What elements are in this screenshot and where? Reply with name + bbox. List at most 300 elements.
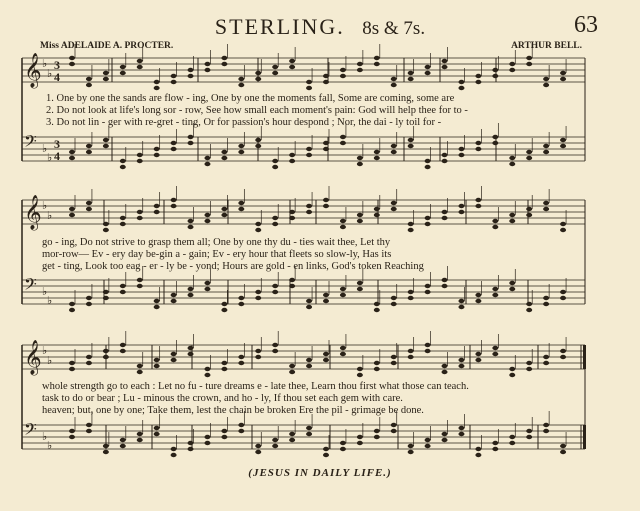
time-sig-lower: 4 <box>54 70 60 84</box>
note-head <box>154 204 160 208</box>
note-head <box>458 204 464 208</box>
note-head <box>526 361 532 365</box>
bass-clef: 𝄢 <box>24 419 37 443</box>
note-head <box>374 56 380 60</box>
note-head <box>492 346 498 350</box>
note-head <box>171 141 177 145</box>
note-head <box>69 62 75 66</box>
note-head <box>408 349 414 353</box>
note-head <box>323 198 329 202</box>
note-head <box>255 138 261 142</box>
note-head <box>69 302 75 306</box>
note-head <box>408 144 414 148</box>
note-head <box>255 349 261 353</box>
note-head <box>458 153 464 157</box>
note-head <box>323 453 329 457</box>
note-head <box>204 162 210 166</box>
note-head <box>221 435 227 439</box>
note-head <box>526 62 532 66</box>
note-head <box>526 207 532 211</box>
note-head <box>340 68 346 72</box>
note-head <box>425 284 431 288</box>
note-head <box>425 65 431 69</box>
note-head <box>255 296 261 300</box>
note-head <box>221 367 227 371</box>
note-head <box>408 355 414 359</box>
note-head <box>425 438 431 442</box>
note-head <box>221 56 227 60</box>
note-head <box>137 153 143 157</box>
note-head <box>323 141 329 145</box>
note-head <box>171 299 177 303</box>
note-head <box>323 80 329 84</box>
note-head <box>154 210 160 214</box>
note-head <box>543 302 549 306</box>
note-head <box>204 373 210 377</box>
note-head <box>492 135 498 139</box>
flat-sign: ♭ <box>47 210 53 222</box>
lyric-s3-v2: task to do or bear ; Lu - minous the crown, and ho - ly, If thou set each gem with care. <box>42 393 403 404</box>
note-head <box>509 213 515 217</box>
note-head <box>560 444 566 448</box>
note-head <box>492 141 498 145</box>
note-head <box>442 364 448 368</box>
note-head <box>526 302 532 306</box>
note-head <box>289 159 295 163</box>
note-head <box>391 144 397 148</box>
note-head <box>526 367 532 371</box>
note-head <box>526 308 532 312</box>
note-head <box>408 444 414 448</box>
note-head <box>120 71 126 75</box>
note-head <box>374 435 380 439</box>
note-head <box>509 281 515 285</box>
note-head <box>526 435 532 439</box>
note-head <box>340 447 346 451</box>
note-head <box>425 71 431 75</box>
note-head <box>238 302 244 306</box>
note-head <box>323 204 329 208</box>
note-head <box>458 364 464 368</box>
note-head <box>171 352 177 356</box>
note-head <box>86 207 92 211</box>
note-head <box>408 290 414 294</box>
note-head <box>425 444 431 448</box>
lyric-s1-v2: 2. Do not look at life's long sor - row, See how small each moment's pain: God will help thee for to - <box>46 105 468 116</box>
note-head <box>289 284 295 288</box>
note-head <box>475 447 481 451</box>
note-head <box>323 358 329 362</box>
note-head <box>204 435 210 439</box>
note-head <box>255 71 261 75</box>
note-head <box>272 438 278 442</box>
note-head <box>272 343 278 347</box>
note-head <box>408 71 414 75</box>
note-head <box>442 216 448 220</box>
note-head <box>543 150 549 154</box>
note-head <box>188 219 194 223</box>
note-head <box>221 213 227 217</box>
note-head <box>543 361 549 365</box>
note-head <box>492 293 498 297</box>
note-head <box>171 293 177 297</box>
note-head <box>560 296 566 300</box>
note-head <box>408 296 414 300</box>
note-head <box>171 453 177 457</box>
note-head <box>442 65 448 69</box>
note-head <box>509 367 515 371</box>
note-head <box>323 447 329 451</box>
time-sig-lower: 4 <box>54 149 60 163</box>
flat-sign: ♭ <box>47 355 53 367</box>
note-head <box>475 141 481 145</box>
note-head <box>120 438 126 442</box>
note-head <box>238 83 244 87</box>
note-head <box>458 305 464 309</box>
note-head <box>391 150 397 154</box>
note-head <box>509 62 515 66</box>
note-head <box>408 450 414 454</box>
note-head <box>391 429 397 433</box>
note-head <box>289 210 295 214</box>
note-head <box>86 83 92 87</box>
note-head <box>340 141 346 145</box>
note-head <box>69 207 75 211</box>
note-head <box>374 367 380 371</box>
note-head <box>357 435 363 439</box>
note-head <box>272 71 278 75</box>
note-head <box>69 213 75 217</box>
note-head <box>340 74 346 78</box>
note-head <box>103 450 109 454</box>
note-head <box>306 364 312 368</box>
note-head <box>509 162 515 166</box>
note-head <box>425 222 431 226</box>
note-head <box>560 349 566 353</box>
note-head <box>289 153 295 157</box>
note-head <box>475 358 481 362</box>
note-head <box>408 222 414 226</box>
note-head <box>391 207 397 211</box>
note-head <box>120 165 126 169</box>
note-head <box>154 305 160 309</box>
note-head <box>357 441 363 445</box>
note-head <box>103 228 109 232</box>
note-head <box>188 225 194 229</box>
note-head <box>221 361 227 365</box>
note-head <box>543 423 549 427</box>
note-head <box>391 423 397 427</box>
note-head <box>374 156 380 160</box>
note-head <box>374 213 380 217</box>
note-head <box>475 299 481 303</box>
note-head <box>323 293 329 297</box>
note-head <box>238 150 244 154</box>
note-head <box>475 198 481 202</box>
lyric-s2-v2: mor-row— Ev - ery day be-gin a - gain; Ev - ery hour that fleets so slow-ly, Has its <box>42 249 392 260</box>
note-head <box>69 361 75 365</box>
flat-sign: ♭ <box>47 152 53 164</box>
note-head <box>69 308 75 312</box>
note-head <box>69 56 75 60</box>
note-head <box>323 299 329 303</box>
note-head <box>442 370 448 374</box>
note-head <box>306 204 312 208</box>
note-head <box>543 296 549 300</box>
lyric-s1-v3: 3. Do not lin - ger with re-gret - ting, Or for passion's hour despond ; Nor, the dai - ly toil for - <box>46 117 442 128</box>
lyric-s3-v1: whole strength go to each : Let no fu - ture dreams e - late thee, Learn thou first what those can teach. <box>42 381 469 392</box>
note-head <box>204 441 210 445</box>
note-head <box>188 141 194 145</box>
note-head <box>86 423 92 427</box>
final-barline-thick <box>583 425 586 449</box>
note-head <box>543 77 549 81</box>
note-head <box>86 302 92 306</box>
note-head <box>442 59 448 63</box>
note-head <box>306 299 312 303</box>
note-head <box>340 346 346 350</box>
note-head <box>458 86 464 90</box>
note-head <box>560 450 566 454</box>
note-head <box>458 147 464 151</box>
note-head <box>425 349 431 353</box>
note-head <box>323 352 329 356</box>
lyric-s2-v3: get - ting, Look too eag - er - ly be - yond; Hours are gold - en links, God's token Reaching <box>42 261 424 272</box>
note-head <box>340 135 346 139</box>
note-head <box>171 204 177 208</box>
note-head <box>374 429 380 433</box>
note-head <box>442 210 448 214</box>
note-head <box>442 159 448 163</box>
treble-clef: 𝄞 <box>24 340 42 375</box>
note-head <box>238 296 244 300</box>
note-head <box>204 281 210 285</box>
note-head <box>357 367 363 371</box>
note-head <box>120 65 126 69</box>
note-head <box>442 153 448 157</box>
note-head <box>171 74 177 78</box>
note-head <box>238 355 244 359</box>
flat-sign: ♭ <box>47 295 53 307</box>
note-head <box>509 68 515 72</box>
note-head <box>103 444 109 448</box>
note-head <box>86 429 92 433</box>
note-head <box>272 65 278 69</box>
note-head <box>103 296 109 300</box>
note-head <box>458 358 464 362</box>
note-head <box>154 299 160 303</box>
note-head <box>137 278 143 282</box>
lyric-s1-v1: 1. One by one the sands are flow - ing, One by one the moments fall, Some are coming, some are <box>46 93 455 104</box>
lyric-s2-v1: go - ing, Do not strive to grasp them all; One by one thy du - ties wait thee, Let thy <box>42 237 391 248</box>
note-head <box>86 296 92 300</box>
note-head <box>475 204 481 208</box>
note-head <box>543 144 549 148</box>
note-head <box>86 77 92 81</box>
note-head <box>357 156 363 160</box>
note-head <box>374 150 380 154</box>
note-head <box>425 216 431 220</box>
note-head <box>103 290 109 294</box>
note-head <box>69 367 75 371</box>
note-head <box>340 352 346 356</box>
note-head <box>69 435 75 439</box>
note-head <box>357 219 363 223</box>
note-head <box>204 219 210 223</box>
note-head <box>492 74 498 78</box>
note-head <box>560 138 566 142</box>
note-head <box>323 74 329 78</box>
note-head <box>560 228 566 232</box>
flat-sign: ♭ <box>47 68 53 80</box>
note-head <box>492 225 498 229</box>
note-head <box>255 77 261 81</box>
flat-sign: ♭ <box>42 345 48 357</box>
note-head <box>221 429 227 433</box>
note-head <box>306 358 312 362</box>
note-head <box>86 144 92 148</box>
note-head <box>188 447 194 451</box>
author-credit: Miss ADELAIDE A. PROCTER. <box>40 41 174 51</box>
note-head <box>255 144 261 148</box>
note-head <box>188 135 194 139</box>
note-head <box>391 83 397 87</box>
note-head <box>204 156 210 160</box>
note-head <box>543 83 549 87</box>
note-head <box>154 426 160 430</box>
note-head <box>289 438 295 442</box>
note-head <box>357 281 363 285</box>
hymn-meter: 8s & 7s. <box>362 18 426 39</box>
note-head <box>289 432 295 436</box>
note-head <box>374 62 380 66</box>
note-head <box>154 86 160 90</box>
note-head <box>391 355 397 359</box>
note-head <box>560 144 566 148</box>
note-head <box>458 299 464 303</box>
bass-clef: 𝄢 <box>24 274 37 298</box>
note-head <box>171 80 177 84</box>
note-head <box>391 77 397 81</box>
note-head <box>391 296 397 300</box>
note-head <box>188 346 194 350</box>
note-head <box>306 147 312 151</box>
note-head <box>306 432 312 436</box>
note-head <box>289 59 295 63</box>
note-head <box>272 165 278 169</box>
note-head <box>272 349 278 353</box>
note-head <box>221 156 227 160</box>
note-head <box>188 441 194 445</box>
note-head <box>120 349 126 353</box>
note-head <box>458 210 464 214</box>
note-head <box>391 201 397 205</box>
note-head <box>458 432 464 436</box>
note-head <box>154 364 160 368</box>
note-head <box>357 373 363 377</box>
note-head <box>120 343 126 347</box>
note-head <box>204 68 210 72</box>
note-head <box>238 207 244 211</box>
note-head <box>204 213 210 217</box>
flat-sign: ♭ <box>42 286 48 298</box>
note-head <box>357 213 363 217</box>
note-head <box>120 284 126 288</box>
note-head <box>408 228 414 232</box>
note-head <box>154 358 160 362</box>
note-head <box>137 364 143 368</box>
note-head <box>103 349 109 353</box>
note-head <box>188 287 194 291</box>
note-head <box>560 77 566 81</box>
note-head <box>357 287 363 291</box>
note-head <box>103 138 109 142</box>
note-head <box>475 80 481 84</box>
note-head <box>492 287 498 291</box>
note-head <box>340 441 346 445</box>
note-head <box>171 198 177 202</box>
note-head <box>357 162 363 166</box>
note-head <box>475 293 481 297</box>
note-head <box>171 358 177 362</box>
note-head <box>137 59 143 63</box>
flat-sign: ♭ <box>42 431 48 443</box>
note-head <box>171 447 177 451</box>
note-head <box>475 74 481 78</box>
note-head <box>289 216 295 220</box>
note-head <box>526 150 532 154</box>
note-head <box>69 429 75 433</box>
note-head <box>188 68 194 72</box>
note-head <box>137 159 143 163</box>
note-head <box>391 361 397 365</box>
note-head <box>526 56 532 60</box>
note-head <box>86 361 92 365</box>
note-head <box>188 352 194 356</box>
note-head <box>255 444 261 448</box>
note-head <box>442 284 448 288</box>
note-head <box>86 201 92 205</box>
note-head <box>204 287 210 291</box>
flat-sign: ♭ <box>42 200 48 212</box>
note-head <box>289 65 295 69</box>
note-head <box>492 219 498 223</box>
note-head <box>509 435 515 439</box>
note-head <box>120 159 126 163</box>
note-head <box>492 352 498 356</box>
note-head <box>103 71 109 75</box>
note-head <box>475 147 481 151</box>
note-head <box>509 156 515 160</box>
note-head <box>374 302 380 306</box>
note-head <box>543 201 549 205</box>
note-head <box>289 278 295 282</box>
time-sig-upper: 3 <box>54 137 60 151</box>
composer-credit: ARTHUR BELL. <box>511 41 582 51</box>
note-head <box>120 222 126 226</box>
note-head <box>357 62 363 66</box>
note-head <box>289 364 295 368</box>
note-head <box>526 156 532 160</box>
note-head <box>442 438 448 442</box>
treble-clef: 𝄞 <box>24 53 42 88</box>
note-head <box>560 71 566 75</box>
note-head <box>86 150 92 154</box>
note-head <box>458 426 464 430</box>
flat-sign: ♭ <box>42 143 48 155</box>
note-head <box>340 219 346 223</box>
note-head <box>188 293 194 297</box>
